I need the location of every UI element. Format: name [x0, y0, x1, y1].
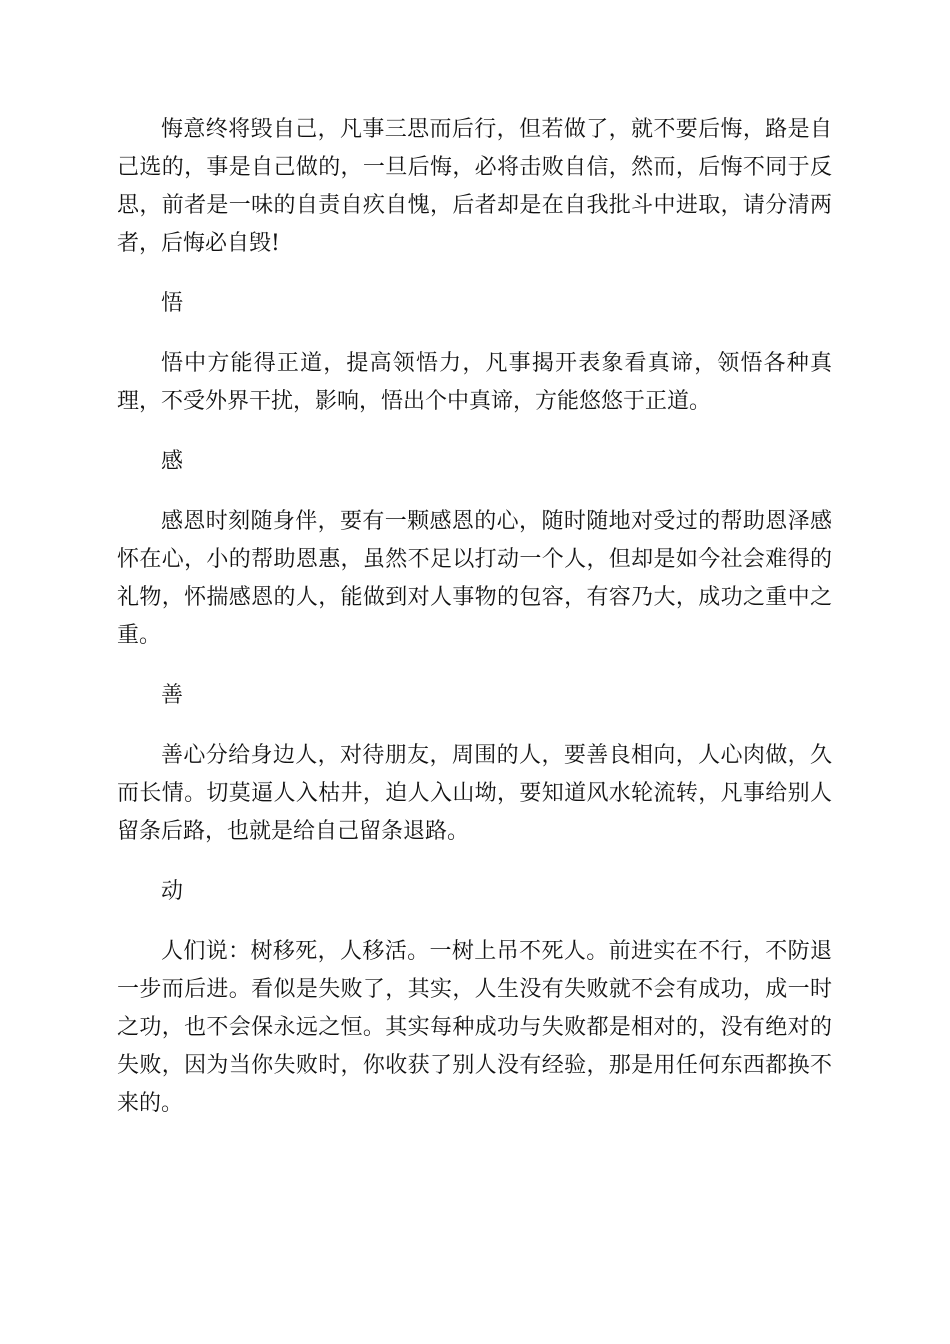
document-page: [117, 111, 832, 1145]
heading-shan: 善: [161, 683, 184, 708]
heading-wu: 悟: [161, 291, 184, 316]
paragraph-regret: 悔意终将毁自己，凡事三思而后行，但若做了，就不要后悔，路是自己选的，事是自己做的，一旦后悔，必将击败自信，然而，后悔不同于反思，前者是一味的自责自疚自愧，后者却是在自我批斗中进取，请分清两者，后悔必自毁!: [117, 117, 832, 256]
heading-gan: 感: [161, 449, 184, 474]
paragraph-dong: 人们说：树移死，人移活。一树上吊不死人。前进实在不行，不防退一步而后进。看似是失败了，其实，人生没有失败就不会有成功，成一时之功，也不会保永远之恒。其实每种成功与失败都是相对的，没有绝对的失败，因为当你失败时，你收获了别人没有经验，那是用任何东西都换不来的。: [117, 939, 832, 1116]
paragraph-shan: 善心分给身边人，对待朋友，周围的人，要善良相向，人心肉做，久而长情。切莫逼人入枯井，迫人入山坳，要知道风水轮流转，凡事给别人留条后路，也就是给自己留条退路。: [117, 743, 832, 844]
heading-dong: 动: [161, 879, 184, 904]
paragraph-wu: 悟中方能得正道，提高领悟力，凡事揭开表象看真谛，领悟各种真理，不受外界干扰，影响，悟出个中真谛，方能悠悠于正道。: [117, 351, 832, 414]
paragraph-gan: 感恩时刻随身伴，要有一颗感恩的心，随时随地对受过的帮助恩泽感怀在心，小的帮助恩惠，虽然不足以打动一个人，但却是如今社会难得的礼物，怀揣感恩的人，能做到对人事物的包容，有容乃大，成功之重中之重。: [117, 509, 832, 648]
